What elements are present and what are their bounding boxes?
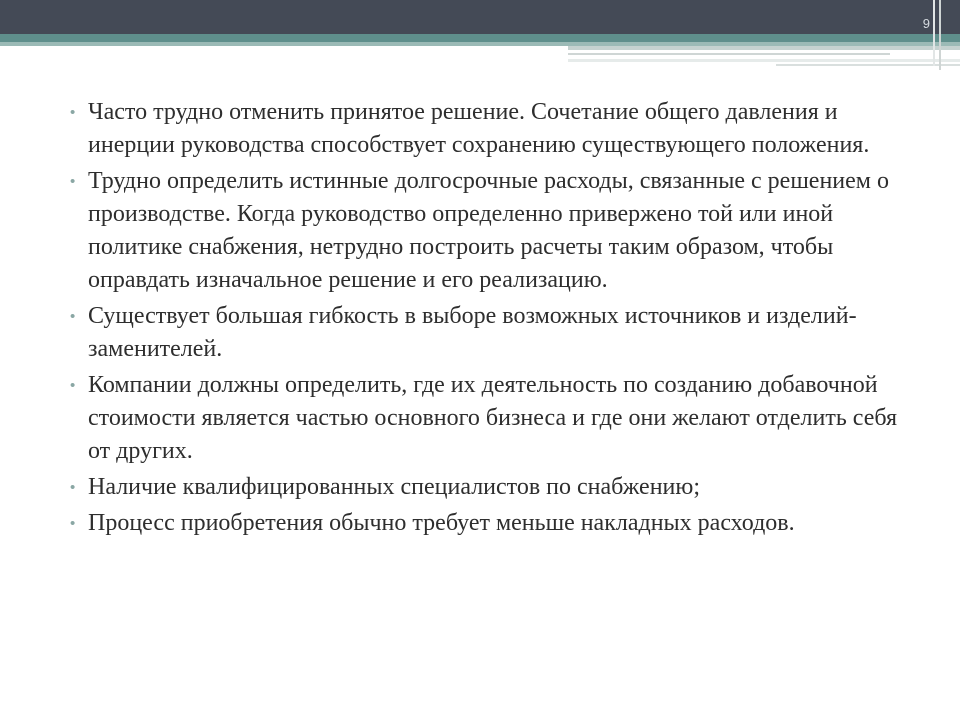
page-number: 9 — [922, 16, 930, 31]
bullet-item — [70, 300, 900, 366]
bullet-text: Существует большая гибкость в выборе возможных источников и изделий-заменителей. — [88, 303, 857, 362]
header-stripe — [568, 53, 890, 55]
bullet-item — [70, 507, 900, 540]
header-vertical-line — [933, 0, 935, 66]
bullet-icon: • — [70, 308, 76, 325]
bullet-text: Трудно определить истинные долгосрочные расходы, связанные с решением о производстве. Когда руководство определенно привержено той или иной политике снабжения, нетрудно построить расчеты таким образом, чтобы оправдать изначальное решение и его реализацию. — [88, 168, 889, 293]
header-stripe — [568, 59, 960, 62]
bullet-text: Часто трудно отменить принятое решение. Сочетание общего давления и инерции руководства способствует сохранению существующего положения. — [88, 99, 870, 158]
bullet-icon: • — [70, 104, 76, 121]
bullet-icon: • — [70, 173, 76, 190]
bullet-icon: • — [70, 377, 76, 394]
header-vertical-line — [939, 0, 941, 70]
bullet-text: Наличие квалифицированных специалистов по снабжению; — [88, 474, 700, 500]
bullet-item — [70, 369, 900, 468]
header-band — [0, 0, 960, 34]
header-accent-band — [0, 34, 960, 42]
bullet-item — [70, 165, 900, 297]
bullet-text: Компании должны определить, где их деятельность по созданию добавочной стоимости является частью основного бизнеса и где они желают отделить себя от других. — [88, 372, 898, 464]
bullet-item — [70, 471, 900, 504]
bullet-item — [70, 96, 900, 162]
bullet-icon: • — [70, 515, 76, 532]
header-stripe — [568, 46, 960, 50]
bullet-text: Процесс приобретения обычно требует меньше накладных расходов. — [88, 510, 795, 536]
bullet-list — [70, 96, 900, 543]
bullet-icon: • — [70, 479, 76, 496]
